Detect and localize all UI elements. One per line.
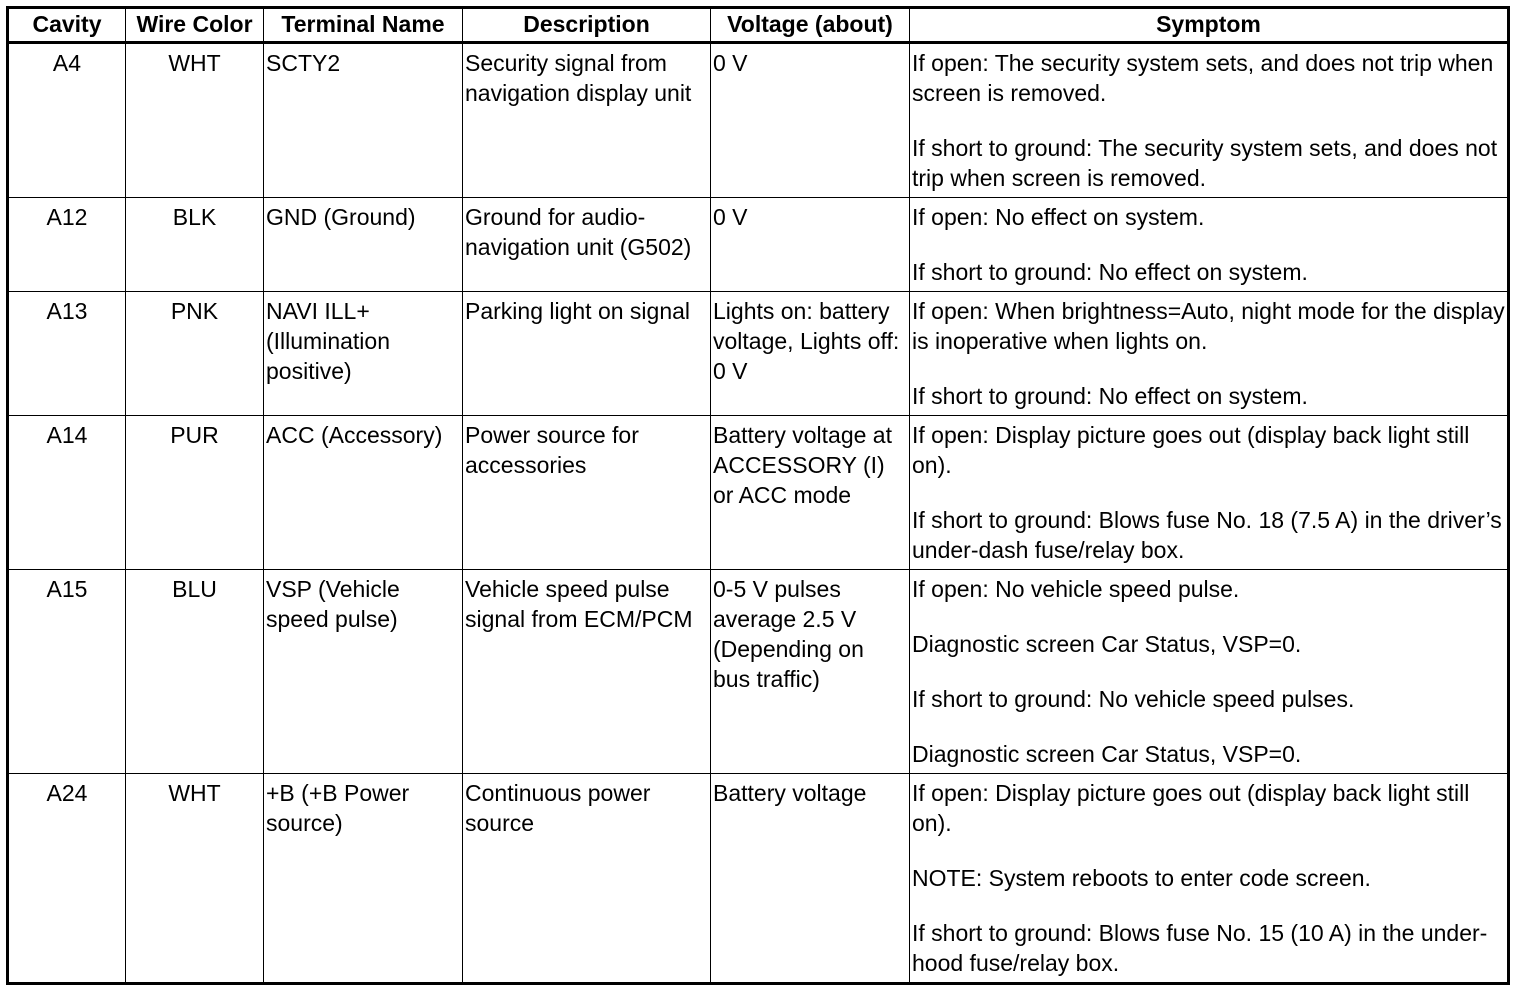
symptom-text: If short to ground: No effect on system. [912,383,1308,409]
description-cell: Power source for accessories [463,416,711,570]
wire-color-cell: BLK [126,198,264,292]
cavity-cell: A14 [8,416,126,570]
voltage-cell: 0-5 V pulses average 2.5 V (Depending on bus traffic) [711,570,910,774]
description-cell: Vehicle speed pulse signal from ECM/PCM [463,570,711,774]
symptom-text: If short to ground: Blows fuse No. 18 (7.5 A) in the driver’s under-dash fuse/relay box. [912,507,1502,563]
wire-color-cell: PUR [126,416,264,570]
symptom-text: If open: No effect on system. [912,204,1205,230]
header-description: Description [463,8,711,43]
wire-color-cell: BLU [126,570,264,774]
symptom-text: Diagnostic screen Car Status, VSP=0. [912,741,1302,767]
table-row [8,774,1509,984]
symptom-cell [910,292,1509,416]
wire-color-cell: WHT [126,43,264,198]
cavity-cell: A12 [8,198,126,292]
table-row [8,416,1509,570]
symptom-text: If short to ground: Blows fuse No. 15 (10 A) in the under-hood fuse/relay box. [912,920,1488,976]
description-cell: Continuous power source [463,774,711,984]
terminal-name-cell: VSP (Vehicle speed pulse) [264,570,463,774]
description-cell: Ground for audio-navigation unit (G502) [463,198,711,292]
symptom-cell [910,43,1509,198]
symptom-text: If open: The security system sets, and does not trip when screen is removed. [912,50,1494,106]
header-voltage: Voltage (about) [711,8,910,43]
wire-color-cell: PNK [126,292,264,416]
header-cavity: Cavity [8,8,126,43]
symptom-cell [910,416,1509,570]
wire-color-cell: WHT [126,774,264,984]
table-row [8,570,1509,774]
table-row [8,198,1509,292]
symptom-text: If open: No vehicle speed pulse. [912,576,1240,602]
symptom-text: If short to ground: The security system sets, and does not trip when screen is removed. [912,135,1498,191]
symptom-text: NOTE: System reboots to enter code screen. [912,865,1371,891]
symptom-text: Diagnostic screen Car Status, VSP=0. [912,631,1302,657]
symptom-text: If short to ground: No effect on system. [912,259,1308,285]
table-row [8,292,1509,416]
voltage-cell: 0 V [711,198,910,292]
symptom-text: If open: When brightness=Auto, night mode for the display is inoperative when lights on. [912,298,1505,354]
symptom-text: If short to ground: No vehicle speed pulses. [912,686,1355,712]
terminal-name-cell: NAVI ILL+ (Illumination positive) [264,292,463,416]
voltage-cell: Lights on: battery voltage, Lights off: 0 V [711,292,910,416]
cavity-cell: A24 [8,774,126,984]
symptom-text: If open: Display picture goes out (display back light still on). [912,780,1470,836]
terminal-name-cell: SCTY2 [264,43,463,198]
cavity-cell: A4 [8,43,126,198]
header-row [8,8,1509,43]
header-symptom: Symptom [910,8,1509,43]
terminal-table [6,6,1510,985]
terminal-name-cell: ACC (Accessory) [264,416,463,570]
cavity-cell: A15 [8,570,126,774]
symptom-cell [910,198,1509,292]
table-row [8,43,1509,198]
description-cell: Security signal from navigation display unit [463,43,711,198]
terminal-name-cell: GND (Ground) [264,198,463,292]
symptom-cell [910,774,1509,984]
header-terminal-name: Terminal Name [264,8,463,43]
terminal-name-cell: +B (+B Power source) [264,774,463,984]
cavity-cell: A13 [8,292,126,416]
voltage-cell: 0 V [711,43,910,198]
voltage-cell: Battery voltage at ACCESSORY (I) or ACC mode [711,416,910,570]
symptom-cell [910,570,1509,774]
header-wire-color: Wire Color [126,8,264,43]
description-cell: Parking light on signal [463,292,711,416]
voltage-cell: Battery voltage [711,774,910,984]
symptom-text: If open: Display picture goes out (display back light still on). [912,422,1470,478]
